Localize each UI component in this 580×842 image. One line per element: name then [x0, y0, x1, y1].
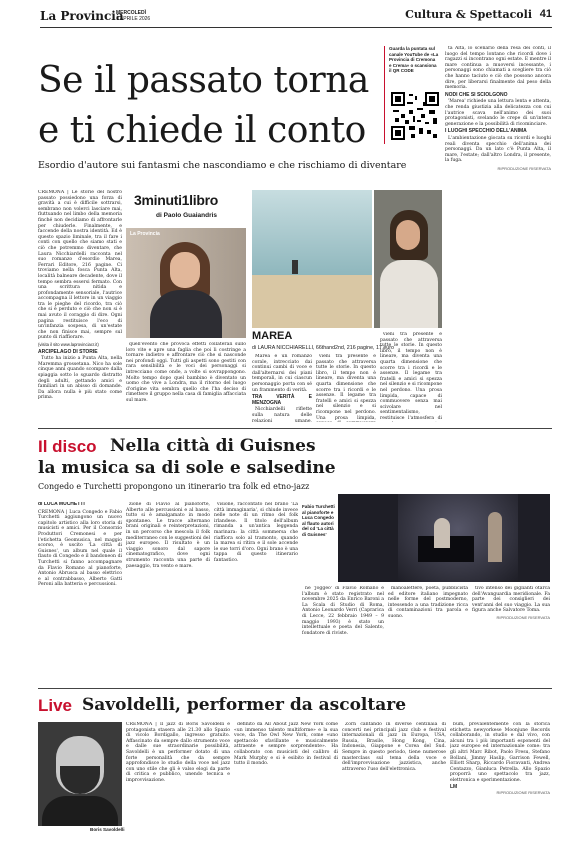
- qr-rule: [384, 46, 385, 144]
- lead-col-2-text: quell'evento che provoca effetti collaterali sullo loro vite e apre una faglia che poi li costringe a tornare indietro e affrontare ciò che si nasconde nei profondi oggi. Tutti gli aspetti sono gestiti con rara sensibilità e le voci dei personaggi si intrecciano come onde, a volte si sovrappongono. Molto tempo dopo quel bambino è diventato un uomo che vive a Londra, ma il ritorno del luogo d'origine vita sembra quello che l'ha deciso di rimettere il gruppo nella casa di famiglia affacciata sul mare.: [126, 342, 246, 403]
- author-face: [396, 220, 420, 250]
- disco-col-5-text: manoalettere, poeta, pubblicista ed editore italiano impegnato nelle forme del postmoderno, intessendo a una tradizione ricca di contaminazioni tra parola e suono.: [388, 586, 468, 619]
- disco-photo: [338, 494, 550, 582]
- show-logo-box: [126, 190, 248, 226]
- live-col-4-text: bum, prevalentemente con la storica etichetta newyorkese Moonjune Records collaborando, in studio e dal vivo, con alcuni tra i più importanti esponenti del jazz europeo ed internazionale come: tra gli altri Marc Ribot, Paolo Fresu, Stefano Bollani, Jimmy Haslip, Garrison Fewell, Elliott Sharp, Riccardo Fioravanti, Andrea Centazzo, Gianluca Petrella. Allo Spazio proporrà uno spettacolo tra jazz, elettronica e sperimentazione.: [450, 722, 550, 783]
- live-title: Savoldelli, performer da ascoltare: [82, 695, 407, 715]
- disco-col-1-text: CREMONA | Luca Congedo e Fabio Turchetti aggiungono un nuovo capitolo artistico alla loro storia di musicisti e amici. Per il Consorzio Produttori Cremonesi e per l'etichetta Geomusica, nel maggio scorso, è uscito 'La città di Guisnes', un album nel quale il flauto di Congedo e il bandoneon di Turchetti si fanno accompagnare da Flavio Romano al pianoforte, Antonio Abrusca al basso elettrico e al contrabbasso, Alberto Gatti Peroni alla batteria e percussioni.: [38, 509, 122, 588]
- disco-col-6-text: tivo intenso dei giglianti otarca dell'Avanguardia meridionale. Fa parte dei consiglieri dei vent'anni del suo viaggio. La sua figura anche Salvatore Toma.: [472, 586, 550, 614]
- lead-subtitle: Esordio d'autore sui fantasmi che nascondiamo e che rischiamo di diventare: [38, 160, 407, 171]
- lead-sub-2: TRA VERITÀ E MENZOGNA: [252, 394, 312, 406]
- lead-col-3b-text: Nicchiardelli riflette sulla natura delle relazioni umane,: [252, 407, 312, 422]
- book-byline: di LAURA NICCHIARELLI, 66thand2nd, 216 pagine, 17 euro: [252, 345, 394, 351]
- author-photo: [374, 190, 442, 328]
- lead-sub-4: I LUOGHI SPECCHIO DELL'ANIMA: [445, 128, 527, 135]
- disco-col-4-text: ne 'Joggeo' di Flavio Romano e l'album è stato registrato nel novembre 2025 da Enrico Baroni a La Scala di Studio di Roma, Antonio Leonardo Verri (Caprarica di Lecce, 22 febbraio 1949 – 9 maggio 1993) è stato un intellettuale e poeta del Salento, fondatore di riviste.: [302, 586, 384, 636]
- presenter-body: [150, 290, 222, 338]
- live-col-4: [450, 722, 550, 834]
- presenter-face: [170, 252, 200, 288]
- lead-sub-1: ARCIPELAGO DI STORIE: [38, 348, 98, 355]
- live-photo-caption: Boris Savoldelli: [90, 827, 125, 832]
- live-col-1-text: CREMONA | Il jazz di Boris Savoldelli è protagonista stasera alle 21.30 allo Spazio di vicolo Bordigallo, ingresso gratuito. Affascinato da sempre dallo strumento voce e dalle sue straordinarie possibilità, Savoldelli è un performer dotato di una forte personalità che da sempre approfondisce lo studio della voce nel jazz con uno stile che gli è valso elogi da parte di critica e pubblico, unendo tecnica e improvvisazione.: [126, 722, 230, 783]
- disco-pianist: [434, 518, 450, 548]
- book-cover: [252, 190, 372, 328]
- cover-sand: [252, 275, 372, 328]
- disco-col-4: [302, 586, 384, 682]
- live-col-3: [342, 722, 446, 834]
- author-body: [380, 260, 438, 328]
- lead-col-4-text: vieni tra presente e passato che attraversa tutte le storie. In questo libro, il tempo non è lineare, ma diventa una quarta dimensione che scorre tra i ricordi e le assenze. Il legame tra fratelli e amici si spezza nel silenzio e si ricompone nel perdono. Una prosa limpida, capace di commuovere senza mai scivolare nel sentimentalismo, restituisce l'atmosfera di: [380, 332, 442, 421]
- disco-flautist: [488, 512, 502, 562]
- video-still[interactable]: [126, 228, 246, 338]
- disco-col-1: [38, 502, 122, 682]
- lead-col-3: [252, 354, 312, 422]
- live-body: [42, 796, 118, 826]
- disco-reserved: RIPRODUZIONE RISERVATA: [496, 614, 550, 620]
- lead-col-5b-text: 'Marea' richiede una lettura lenta e attenta, che renda giustizia alla delicatezza con cui l'autrice scava nell'animo dei suoi protagonisti, svelando le crepe di un'intera generazione e la possibilità di ricominciare.: [445, 99, 551, 127]
- lead-sub-3: NODI CHE SI SCIOLGONO: [445, 91, 508, 98]
- show-host: di Paolo Guaiandris: [156, 212, 218, 219]
- video-watermark: La Provincia: [130, 231, 160, 237]
- show-logo: 3minuti1libro: [134, 192, 218, 208]
- disco-title-2: la musica sa di sole e salsedine: [38, 458, 336, 478]
- masthead-date: 1 APRILE 2026: [116, 16, 151, 22]
- book-title: MAREA: [252, 330, 293, 342]
- lead-col-1: [38, 190, 122, 422]
- live-col-1: [126, 722, 230, 834]
- masthead-day: MERCOLEDÌ: [116, 10, 146, 16]
- lead-col-5-text: ta Alta, lo scenario della resa dei conti, il luogo del tempo lontano che ricordi dove i ragazzi si incontrano ogni estate. E mentre il mare continua a muoversi incessante, i personaggi sono chiamati a scegliere tra ciò che hanno taciuto e ciò che possono ancora dire, per liberarsi finalmente dal peso della memoria.: [445, 46, 551, 91]
- cover-sea: [252, 190, 372, 275]
- qr-code[interactable]: [389, 90, 441, 142]
- live-kicker: Live: [38, 696, 73, 715]
- lead-reserved: RIPRODUZIONE RISERVATA: [497, 165, 551, 171]
- masthead-rule: [40, 27, 552, 28]
- disco-col-2-text: zione di Flavio al pianoforte, Alberto alle percussioni e al basso, tutto si è amalgamato in modo spontaneo. Le tracce alternano brani originali e reinterpretazioni, in un percorso che mescola il folk mediterraneo con le suggestioni del jazz europeo. Il risultato è un viaggio sonoro dal sapore cinematografico, dove ogni strumento racconta una parte di paesaggio, tra vento e mare.: [126, 502, 210, 569]
- lead-title-2: e ti chiede il conto: [38, 110, 366, 151]
- lead-col-5: [445, 46, 551, 422]
- lead-col-1b-text: Tutto ha inizio a Punta Alta, nella Maremma grossetana. Nico ha sole cinque anni quando scompare dalla spiaggia sotto lo sguardo distratto degli adulti, gettando amici e familiari in un abisso di domande. Da allora nulla è più stato come prima.: [38, 356, 122, 401]
- disco-col-3: [214, 502, 298, 682]
- disco-kicker: Il disco: [38, 437, 97, 456]
- live-col-2-text: definito da All About Jazz New York come «un immenso talento multiforme» e la sua voce, da The Owl New York, come «uno spettacolo sfavillante e musicalmente attraente e sempre sorprendente». Ha collaborato con musicisti del calibro di Mark Murphy e si è esibito in festival di tutto il mondo.: [234, 722, 338, 767]
- lead-col-3c-text: vieni tra presente e passato che attraversa tutte le storie. In questo libro, il tempo non è lineare, ma diventa una quarta dimensione che scorre tra i ricordi e le assenze. Il legame tra fratelli e amici si spezza nel silenzio e si ricompone nel perdono. Una prosa limpida,: [316, 354, 376, 421]
- disco-col-5: [388, 586, 468, 682]
- live-signature: LM: [450, 783, 458, 790]
- page-number: 41: [539, 8, 552, 20]
- disco-subtitle: Congedo e Turchetti propongono un itinerario tra folk ed etno-jazz: [38, 482, 310, 491]
- live-col-3-text: Zorn cantando in diverse centinaia di concerti nei principali jazz club e festival internazionali di jazz in Europa, USA, Russia, Brasile, Hong Kong, Cina, Indonesia, Giappone e Corea del Sud. Sempre in questo periodo, tiene numerose masterclass sul tema della voce e dell'improvvisazione jazzistica, anche attraverso l'uso dell'elettronica.: [342, 722, 446, 772]
- disco-title-1: Nella città di Guisnes: [110, 436, 316, 456]
- disco-photo-caption: Fabio Turchetti al pianoforte e Luca Congedo al flauto autori del cd 'La città di Guisnes': [302, 504, 335, 537]
- lead-col-3c: [316, 354, 376, 422]
- disco-col-3-text: visione, raccontato nel brano 'La città immaginaria', si chiude invece nelle note di un ritmo del folk irlandese. Il titolo dell'album rimanda a un'antica leggenda marinara: la città sommersa che riaffiora solo al tramonto, quando la marea si ritira e il sole accende le sue torri d'oro. Ogni brano è una tappa di questo itinerario fantastico.: [214, 502, 298, 563]
- lead-col-4: [380, 332, 442, 422]
- lead-col-5c-text: L'ambientazione giocata su ricordi e luoghi reali diventa specchio dell'anima dei personaggi. Da un lato c'è Punta Alta, il mare, l'estate; dall'altro Londra, il presente, la fuga.: [445, 135, 551, 164]
- qr-caption: Guarda la puntata sul canale YouTube de «La Provincia di Cremona e Crema» o scansiona il QR CODE: [389, 46, 439, 74]
- disco-col-2: [126, 502, 210, 682]
- paper-name: La Provincia: [40, 9, 124, 23]
- lead-col-3-text: Marea è un romanzo corale, intrecciato dai continui cambi di voce e dall'alternarsi dei piani temporali, in cui ciascun personaggio porta con sé un frammento di verità.: [252, 354, 312, 393]
- divider-2: [38, 688, 552, 689]
- lead-col-1-note: (visita il sito www.laprovinciacr.it): [38, 342, 99, 348]
- divider-1: [38, 428, 552, 429]
- lead-col-1-text: CREMONA | Le storie del nostro passato possiedono una forza di gravità a cui è difficile sottrarsi, sembrano non volerci lasciare mai, fluttuando nel limbo della memoria finché non decidiamo di affrontarle per chiuderle. Finalmente, e faccende della nostra identità. Ed è questo spazio liminale, tra il fare i conti con quello che siamo stati e ciò che potremmo diventare, che Laura Nicchiardelli racconta nel suo romanzo d'esordio Marea, Ferrari Editore, 216 pagine. Ci troviamo nella fosca Punta Alta, località balneare decadente, dove il tempo sembra essersi fermato. Con una scrittura nitida e profondamente sensoriale, l'autrice accompagna il lettore in un viaggio tra le pieghe del ricordo, tra ciò che si è perduto e ciò che non si è mai avuto il coraggio di dire. Ogni pagina restituisce l'eco di un'infanzia sospesa, di un'estate che non finisce mai, sempre sul punto di riaffiorare.: [38, 190, 122, 341]
- live-col-2: [234, 722, 338, 834]
- section-name: Cultura & Spettacoli: [405, 8, 532, 21]
- lead-col-2: [126, 342, 246, 422]
- disco-byline: di LUCA MUCHETTI: [38, 502, 85, 507]
- masthead: [40, 6, 552, 26]
- live-reserved: RIPRODUZIONE RISERVATA: [496, 790, 550, 796]
- lead-title-1: Se il passato torna: [38, 60, 369, 101]
- cover-figure: [292, 260, 298, 274]
- live-photo: [38, 722, 122, 826]
- disco-col-6: [472, 586, 550, 682]
